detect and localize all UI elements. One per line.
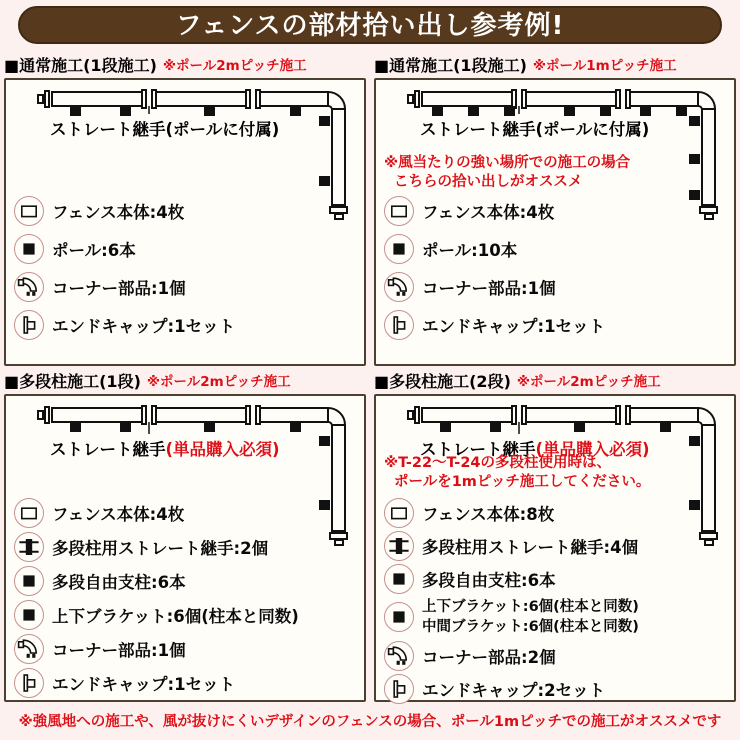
parts-list-item [384, 672, 639, 705]
end-cap-icon [387, 677, 411, 701]
parts-list-item [14, 496, 299, 530]
item-label: 多段自由支柱:6本 [422, 570, 556, 590]
end-cap-icon-badge [384, 310, 414, 340]
pole-icon-badge [14, 566, 44, 596]
item-label: コーナー部品:1個 [422, 279, 556, 298]
item-label: フェンス本体:4枚 [52, 203, 185, 222]
pole-icon-badge [384, 234, 414, 264]
panel-box [374, 394, 736, 702]
fence-panel-icon [17, 199, 41, 223]
panel-heading-text: ■通常施工(1段施工) [374, 55, 527, 75]
item-label: フェンス本体:4枚 [52, 505, 185, 524]
item-label: コーナー部品:1個 [52, 641, 186, 660]
diagram-label-black: ストレート継手(ポールに付属) [420, 120, 650, 139]
pole-icon [17, 569, 41, 593]
panel-heading-text: ■多段柱施工(2段) [374, 371, 511, 391]
pole-icon [387, 237, 411, 261]
parts-list-item [14, 564, 299, 598]
panel-heading [4, 366, 366, 394]
pole-icon [17, 237, 41, 261]
item-label: フェンス本体:4枚 [422, 203, 555, 222]
item-label: ポール:6本 [52, 241, 136, 260]
end-cap-icon [387, 313, 411, 337]
parts-list-item [14, 598, 299, 632]
corner-part-icon [387, 644, 411, 668]
fence-panel-icon [17, 501, 41, 525]
parts-list-item [14, 268, 235, 306]
corner-part-icon-badge [14, 272, 44, 302]
fence-panel-icon-badge [14, 498, 44, 528]
parts-list-item [14, 306, 235, 344]
item-label: コーナー部品:2個 [422, 647, 556, 667]
pole-icon-badge [14, 234, 44, 264]
parts-list-item [384, 306, 605, 344]
panel-box [4, 78, 366, 366]
end-cap-icon [17, 313, 41, 337]
item-label: コーナー部品:1個 [52, 279, 186, 298]
diagram-label [50, 436, 280, 460]
parts-list-item [384, 230, 605, 268]
diagram-label-black: ストレート継手 [50, 440, 166, 459]
pole-icon [387, 567, 411, 591]
panel-multipost-1dan [4, 366, 366, 702]
bracket-icon-badge [14, 600, 44, 630]
diagram-label-red: (単品購入必須) [535, 440, 650, 459]
item-label: エンドキャップ:1セット [52, 317, 236, 336]
fence-panel-icon [387, 501, 411, 525]
fence-panel-icon [387, 199, 411, 223]
item-label: 多段柱用ストレート継手:4個 [422, 537, 639, 557]
diagram-label-black: ストレート継手 [420, 440, 536, 459]
parts-list-item [14, 666, 299, 700]
warning-note: ※T-22〜T-24の多段柱使用時は、 ポールを1mピッチ施工してください。 [384, 455, 651, 490]
item-label: ポール:10本 [422, 241, 518, 260]
panel-heading-text: ■多段柱施工(1段) [4, 371, 141, 391]
parts-list-item [14, 230, 235, 268]
warning-note: ※風当たりの強い場所での施工の場合 こちらの拾い出しがオススメ [384, 155, 631, 190]
corner-part-icon [17, 275, 41, 299]
corner-part-icon-badge [14, 634, 44, 664]
panel-normal-1dan-2m [4, 50, 366, 366]
panel-multipost-2dan [374, 366, 736, 702]
multi-joint-icon [387, 534, 411, 558]
parts-list-item [384, 529, 639, 562]
item-label: 多段自由支柱:6本 [52, 573, 186, 592]
panel-heading-text: ■通常施工(1段施工) [4, 55, 157, 75]
parts-list-item [384, 496, 639, 529]
parts-list-item [384, 192, 605, 230]
corner-part-icon [17, 637, 41, 661]
parts-list-item [14, 530, 299, 564]
parts-list-item [384, 268, 605, 306]
panel-heading [374, 50, 736, 78]
item-label: フェンス本体:8枚 [422, 504, 555, 524]
parts-list [14, 496, 299, 700]
panel-normal-1dan-1m [374, 50, 736, 366]
bracket-icon-badge [384, 602, 414, 632]
panel-heading [374, 366, 736, 394]
pole-icon-badge [384, 564, 414, 594]
item-label: エンドキャップ:1セット [422, 317, 606, 336]
footer-note: ※強風地への施工や、風が抜けにくいデザインのフェンスの場合、ポール1mピッチでの施工がオススメです [18, 714, 722, 730]
item-label: 多段柱用ストレート継手:2個 [52, 539, 269, 558]
end-cap-icon [17, 671, 41, 695]
end-cap-icon-badge [384, 674, 414, 704]
diagram-label-black: ストレート継手(ポールに付属) [50, 120, 280, 139]
fence-panel-icon-badge [384, 498, 414, 528]
bracket-icon [387, 605, 411, 629]
parts-list-item [14, 192, 235, 230]
parts-list [384, 496, 639, 705]
parts-list-item [384, 639, 639, 672]
parts-list-item [384, 595, 639, 639]
corner-part-icon [387, 275, 411, 299]
multi-joint-icon-badge [14, 532, 44, 562]
diagram-label-red: (単品購入必須) [165, 440, 280, 459]
panel-box [4, 394, 366, 702]
panel-box [374, 78, 736, 366]
diagram-label [420, 116, 649, 140]
item-label: エンドキャップ:1セット [52, 675, 236, 694]
multi-joint-icon [17, 535, 41, 559]
end-cap-icon-badge [14, 668, 44, 698]
end-cap-icon-badge [14, 310, 44, 340]
panel-heading-note: ※ポール1mピッチ施工 [532, 58, 677, 74]
panel-heading-note: ※ポール2mピッチ施工 [516, 374, 661, 390]
panel-heading [4, 50, 366, 78]
parts-list-item [14, 632, 299, 666]
multi-joint-icon-badge [384, 531, 414, 561]
fence-panel-icon-badge [14, 196, 44, 226]
corner-part-icon-badge [384, 641, 414, 671]
page-title: フェンスの部材拾い出し参考例! [18, 6, 722, 44]
fence-panel-icon-badge [384, 196, 414, 226]
item-label: 上下ブラケット:6個(柱本と同数) [52, 607, 299, 626]
parts-list-item [384, 562, 639, 595]
parts-list [14, 192, 235, 344]
parts-list [384, 192, 605, 344]
item-label: 上下ブラケット:6個(柱本と同数) 中間ブラケット:6個(柱本と同数) [422, 598, 639, 635]
bracket-icon [17, 603, 41, 627]
corner-part-icon-badge [384, 272, 414, 302]
diagram-label [50, 116, 279, 140]
panel-heading-note: ※ポール2mピッチ施工 [146, 374, 291, 390]
panel-heading-note: ※ポール2mピッチ施工 [162, 58, 307, 74]
item-label: エンドキャップ:2セット [422, 680, 606, 700]
